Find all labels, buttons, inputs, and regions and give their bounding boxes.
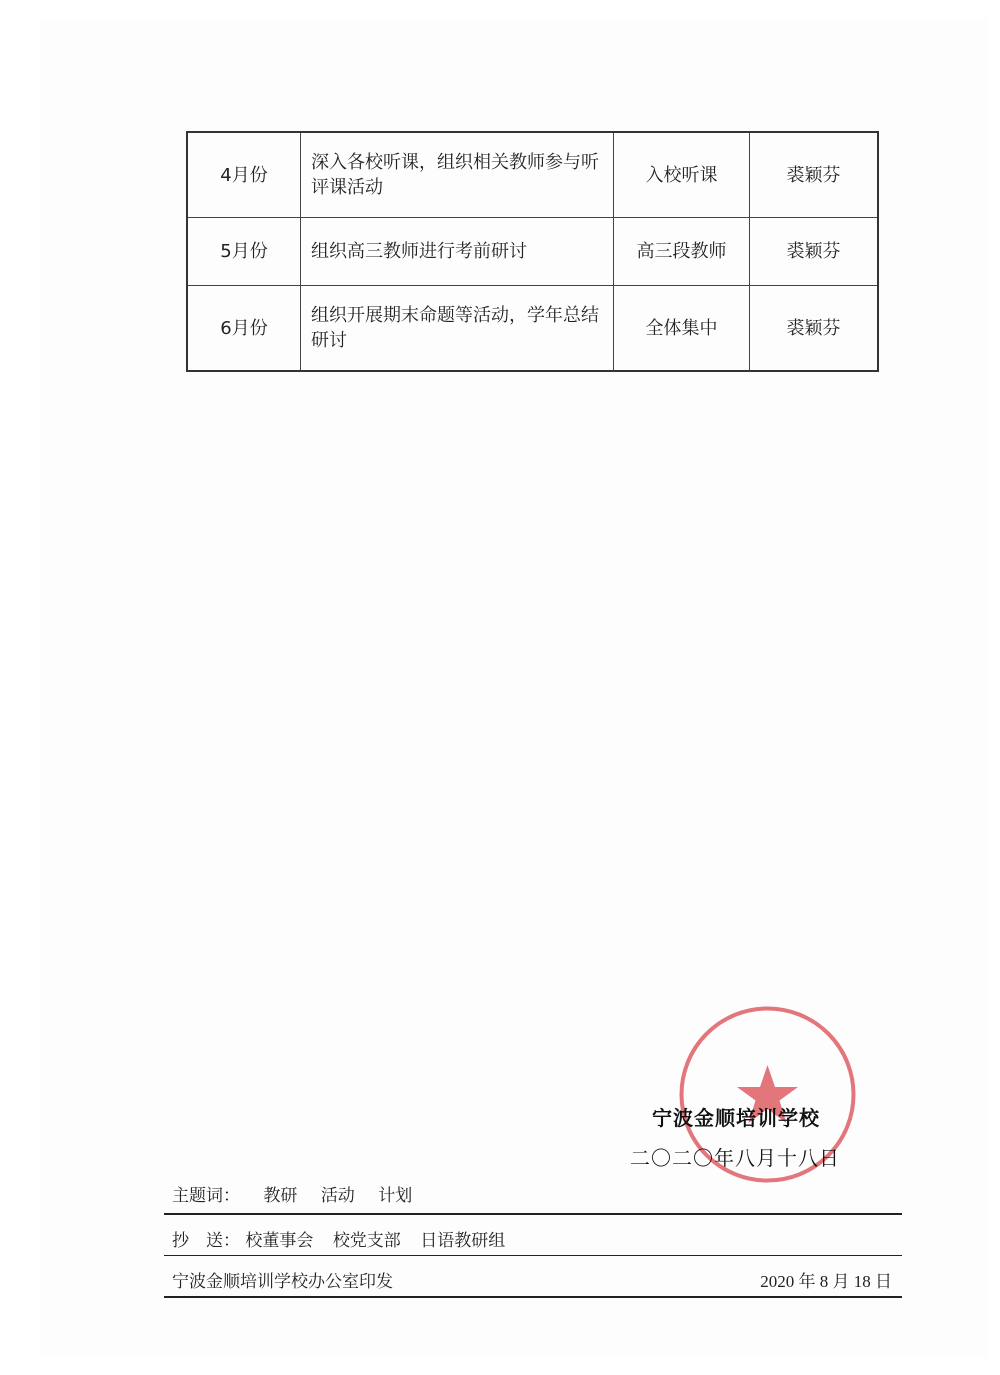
month-cell: 5月份: [187, 218, 301, 286]
table-row: [187, 286, 878, 372]
form-cell: 全体集中: [614, 286, 750, 372]
form-cell: 高三段教师: [614, 218, 750, 286]
keywords-label: 主题词：: [172, 1186, 240, 1206]
divider: [164, 1213, 902, 1215]
month-cell: 4月份: [187, 132, 301, 218]
month-cell: 6月份: [187, 286, 301, 372]
form-cell: 入校听课: [614, 132, 750, 218]
signing-date: 二〇二〇年八月十八日: [630, 1146, 840, 1170]
cc-recipient: 校董事会: [245, 1231, 314, 1251]
cc-recipient: 校党支部: [332, 1231, 401, 1251]
person-cell: 裘颖芬: [750, 218, 879, 286]
table-row: [187, 132, 878, 218]
keyword: 活动: [320, 1186, 355, 1206]
cc-line: [172, 1226, 519, 1251]
divider: [164, 1255, 902, 1256]
person-cell: 裘颖芬: [750, 132, 879, 218]
issue-date: 2020 年 8 月 18 日: [760, 1272, 892, 1291]
cc-recipient: 日语教研组: [420, 1231, 506, 1251]
person-cell: 裘颖芬: [750, 286, 879, 372]
issuing-office: 宁波金顺培训学校办公室印发: [172, 1272, 393, 1292]
keyword: 教研: [263, 1186, 298, 1206]
content-cell: 组织高三教师进行考前研讨: [301, 218, 614, 286]
activity-schedule-table: [186, 131, 879, 372]
signing-school: 宁波金顺培训学校: [652, 1106, 820, 1130]
cc-label: 抄 送：: [172, 1231, 240, 1251]
content-cell: 深入各校听课，组织相关教师参与听评课活动: [301, 132, 614, 218]
keyword: 计划: [378, 1186, 413, 1206]
divider: [164, 1296, 902, 1298]
table-row: [187, 218, 878, 286]
subject-keywords: [172, 1181, 430, 1206]
content-cell: 组织开展期末命题等活动，学年总结研讨: [301, 286, 614, 372]
